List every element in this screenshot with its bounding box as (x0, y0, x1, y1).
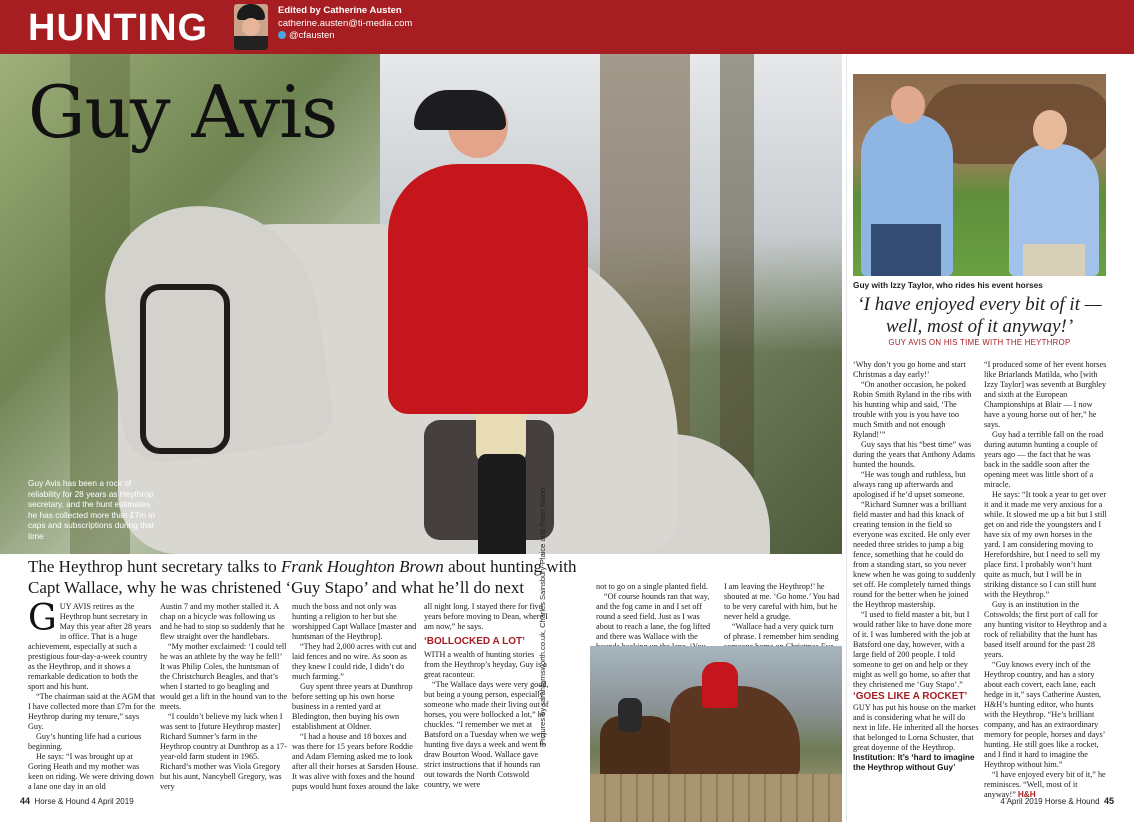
subheading: ‘BOLLOCKED A LOT’ (424, 636, 525, 647)
paragraph: “They had 2,000 acres with cut and laid fences and no wire. As soon as they knew I could ride, I didn’t do much farming.” (292, 642, 417, 681)
subheading: ‘GOES LIKE A ROCKET’ (853, 691, 968, 702)
paragraph: “I used to field master a bit, but I would rather like to have done more of it. I was lumbered with the job at Batsford one day, however, with a large field of 200 people. I told someone to get on and help or they might as well go home, so after that they christened me ‘Guy Stapo’.” (853, 610, 972, 689)
paragraph: all night long. I stayed there for five years before moving to Dean, where I am now,” he says. (424, 602, 548, 631)
standfirst (28, 556, 588, 598)
body-column-4 (424, 602, 552, 790)
twitter-handle[interactable]: @cfausten (289, 30, 335, 41)
paragraph: “The chairman said at the AGM that I have collected more than £7m for the Heythrop during my tenure,” says Guy. (28, 692, 156, 731)
paragraph: ‘Why don’t you go home and start Christmas a day early!’ (853, 360, 966, 379)
paragraph: Guy is an institution in the Cotswolds; the first port of call for any hunting visitor to Heythrop and a rock of reliability that the hunt has based itself around for the past 28 years. (984, 600, 1107, 659)
editor-info (278, 5, 412, 43)
standfirst-lead: The Heythrop hunt secretary talks to (28, 557, 282, 576)
paragraph: He says: “I was brought up at Goring Heath and my mother was keen on riding. We were driving down a lane one day in an old (28, 752, 154, 791)
drop-cap: G (28, 598, 57, 639)
photo-guy-and-izzy (853, 74, 1106, 276)
page-number-left: 44 (20, 796, 31, 806)
page-number-right: 45 (1103, 796, 1114, 806)
editor-email[interactable]: catherine.austen@ti-media.com (278, 17, 413, 29)
paragraph: I am leaving the Heythrop!’ he shouted at me. ‘Go home.’ You had to be very careful with him, but he never held a grudge. (724, 582, 840, 621)
hero-caption: Guy Avis has been a rock of reliability for 28 years as Heythrop secretary, and the hunt estimates he has collected more than £7m in caps and subscriptions during that time (28, 478, 155, 541)
photo-caption: Guy with Izzy Taylor, who rides his event horses (853, 280, 1043, 290)
lead-text: UY AVIS retires as the Heythrop hunt secretary in May this year after 28 years in office. That is a huge achievement, especially at such a prestigious four-day-a-week country as the Heythrop, and it shows a remarkable dedication to both the sport and his hunt. (28, 602, 152, 691)
twitter-icon (278, 31, 286, 39)
article-title: Guy Avis (28, 70, 338, 154)
paragraph: “Guy knows every inch of the Heythrop country, and has a story about each covert, each lane, each hedge in it,” says Catherine Austen, H&H’s hunting editor, who hunts with the Heythrop. “He’s brilliant company, and has an extraordinary memory for people, horses and days’ hunting. He still goes like a rocket, and I find it hard to imagine the Heythrop without him.” (984, 660, 1105, 769)
paragraph: “He was tough and ruthless, but always rang up afterwards and apologised if he’d upset someone. (853, 470, 966, 499)
folio-left (20, 796, 134, 806)
pull-quote: ‘I have enjoyed every bit of it — well, most of it anyway!’ (857, 294, 1102, 337)
paragraph: not to go on a single planted field. (596, 582, 708, 591)
editor-avatar (234, 4, 268, 50)
body-column-right-1 (853, 360, 979, 773)
photo-credit: Pictures by sarahfarnsworth.co.uk, Charles Sainsbury-Plaice and Peter Nixon (538, 487, 547, 745)
paragraph: “Richard Sumner was a brilliant field master and had this knack of creating tension in the field so everyone was excited. He only ever needed three strides to jump a big fence, something that he could do from a standing start, so you never knew when he was going to suddenly set off. He completely turned things round for the better when he joined the Heythrop mastership. (853, 500, 976, 609)
paragraph: “Of course hounds ran that way, and the fog came in and I set off round a seed field. Just as I was about to reach a lane, the fog lifted and there was Wallace with the (596, 592, 711, 641)
paragraph: Guy’s hunting life had a curious beginning. (28, 732, 142, 751)
institution-caption: Institution: It’s ‘hard to imagine the Heythrop without Guy’ (853, 753, 975, 772)
page-gutter (846, 54, 847, 823)
paragraph: “I couldn’t believe my luck when I was sent to [future Heythrop master] Richard Sumner’s farm in the Heythrop country at Dunthrop as a 17-year-old farm student in 1965. Richard’s mother was Viola Gregory but his aunt, Nancybell Gregory, was very (160, 712, 287, 791)
paragraph: He says: “It took a year to get over it and it made me very anxious for a while. It slowed me up a bit but I still get on and ride the youngsters and I have six of my own horses in the yard. I am considering moving to Herefordshire, but I need to sell my place first. I probably won’t hunt quite as much, but I will be in striking distance so I can still hunt with the Heythrop.” (984, 490, 1107, 599)
paragraph: Austin 7 and my mother stalled it. A chap on a bicycle was following us and he had to stop so suddenly that he flew straight over the handlebars. (160, 602, 285, 641)
paragraph: “I produced some of her event horses like Briarlands Matilda, who [with Izzy Taylor] was seventh at Burghley and sixth at the European Championships at Blair — I now have a young horse out of her,” he says. (984, 360, 1107, 429)
paragraph: “Wallace had a very quick turn of phrase. I remember him sending (724, 622, 839, 641)
pull-quote-attribution: GUY AVIS ON HIS TIME WITH THE HEYTHROP (888, 338, 1071, 347)
closing-quote: “I have enjoyed every bit of it,” he reminisces. “Well, most of it anyway!” (984, 770, 1106, 799)
paragraph: WITH a wealth of hunting stories from the Heythrop’s heyday, Guy is a great raconteur. (424, 650, 547, 679)
paragraph: “On another occasion, he poked Robin Smith Ryland in the ribs with his hunting whip and said, ‘The trouble with you is you have too much Smith and not enough Ryland!’” (853, 380, 972, 439)
editor-twitter[interactable] (278, 30, 412, 43)
body-column-right-2 (984, 360, 1108, 800)
paragraph: “My mother exclaimed: ‘I could tell he was an athlete by the way he fell!’ It was Philip Coles, the huntsman of the Christchurch Beagles, and that’s when I started to go beagling and would get a lift in the hound van to the meets. (160, 642, 288, 711)
standfirst-rest: about hunting with Capt Wallace, why he was christened ‘Guy Stapo’ and what he’ll do next (28, 557, 577, 597)
paragraph: Guy had a terrible fall on the road during autumn hunting a couple of years ago — the fact that he was back in the saddle soon after the opening meet was little short of a miracle. (984, 430, 1104, 489)
body-column-1 (28, 598, 156, 792)
paragraph: much the boss and not only was hunting a religion to her but she worshipped Capt Wallace [master and huntsman of the Heythrop]. (292, 602, 417, 641)
paragraph: GUY has put his house on the market and is considering what he will do next in life. He inherited all the horses that belonged to Lorna Schuster, that great doyenne of the Heythrop. (853, 703, 979, 752)
folio-right (1000, 796, 1114, 806)
photo-hunting-jump (590, 646, 842, 822)
body-column-2 (160, 602, 288, 792)
paragraph: “The Wallace days were very good, but being a young person, especially someone who made their living out of horses, you were bollocked a lot,” he chuckles. “I remember we met at Batsford on a Tuesday when we were hunting five days a week and went to draw Bourton Wood. Wallace gave strict instructions that if hounds ran out towards the North Cotswold country, we were (424, 680, 549, 789)
standfirst-author: Frank Houghton Brown (281, 557, 444, 576)
end-mark: H&H (1017, 790, 1036, 799)
section-title: HUNTING (28, 7, 209, 49)
section-header (0, 0, 1134, 54)
paragraph: “I had a house and 18 boxes and was there for 15 years before Roddie and Adam Fleming asked me to look after all their horses at Sarsden House. It was alive with foxes and the hound pups would hunt foxes around the lake (292, 732, 419, 791)
paragraph: Guy says that his “best time” was during the years that Anthony Adams hunted the hounds. (853, 440, 976, 469)
folio-left-text: Horse & Hound 4 April 2019 (34, 797, 134, 806)
paragraph: Guy spent three years at Dunthrop before setting up his own horse business in a rented yard at Bledington, then buying his own establishment at Oldner. (292, 682, 413, 731)
paragraph (28, 598, 156, 692)
editor-name: Edited by Catherine Austen (278, 5, 402, 16)
body-column-3 (292, 602, 420, 792)
folio-right-text: 4 April 2019 Horse & Hound (1000, 797, 1100, 806)
